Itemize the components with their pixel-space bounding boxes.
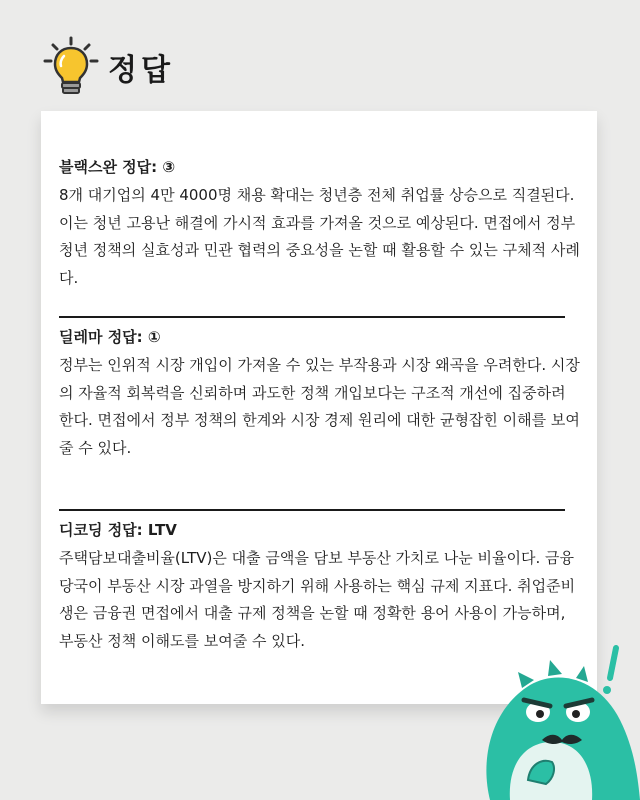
section-title: 딜레마 정답: ① [59,328,161,346]
exclamation-icon [603,648,616,694]
dinosaur-mascot [470,640,640,800]
answer-section [59,518,583,655]
section-body: 정부는 인위적 시장 개입이 가져올 수 있는 부작용과 시장 왜곡을 우려한다. 시장의 자율적 회복력을 신뢰하며 과도한 정책 개입보다는 구조적 개선에 집중하려 한다. 면접에서 정부 정책의 한계와 시장 경제 원리에 대한 균형잡힌 이해를 보여줄 수 있다. [59,356,580,457]
lightbulb-icon [42,36,100,98]
answer-section [59,325,583,462]
section-title: 블랙스완 정답: ③ [59,158,176,176]
page-title: 정답 [108,53,174,88]
page-header [42,36,174,98]
section-divider [59,316,565,318]
section-title: 디코딩 정답: LTV [59,521,177,539]
answer-section [59,155,583,292]
answer-card [41,111,597,704]
section-body: 주택담보대출비율(LTV)은 대출 금액을 담보 부동산 가치로 나눈 비율이다. 금융당국이 부동산 시장 과열을 방지하기 위해 사용하는 핵심 규제 지표다. 취업준비생은 금융권 면접에서 대출 규제 정책을 논할 때 정확한 용어 사용이 가능하며, 부동산 정책 이해도를 보여줄 수 있다. [59,549,576,650]
section-divider [59,509,565,511]
section-body: 8개 대기업의 4만 4000명 채용 확대는 청년층 전체 취업률 상승으로 직결된다. 이는 청년 고용난 해결에 가시적 효과를 가져올 것으로 예상된다. 면접에서 정부 청년 정책의 실효성과 민관 협력의 중요성을 논할 때 활용할 수 있는 구체적 사례다. [59,186,580,287]
